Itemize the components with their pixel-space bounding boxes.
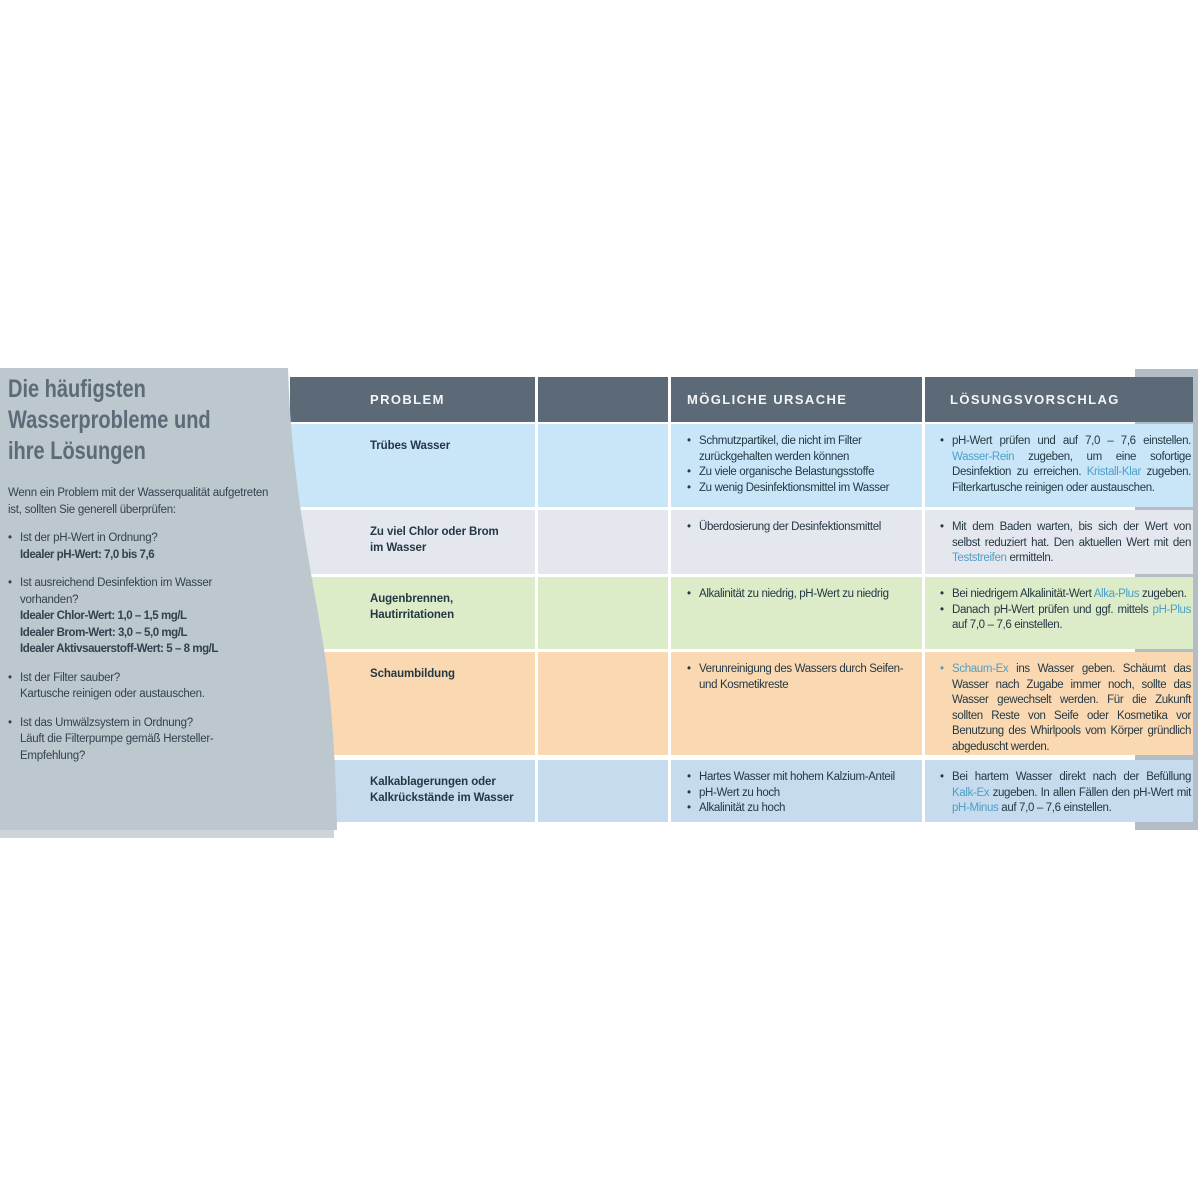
problem-label: Kalkrückstände im Wasser <box>370 792 514 804</box>
illustration-cell <box>538 424 668 507</box>
sidebar-title-line: Wasserprobleme und <box>8 406 211 434</box>
table-row <box>290 424 1193 507</box>
problem-label: Zu viel Chlor oder Brom <box>370 526 499 538</box>
checklist-line: Idealer Chlor-Wert: 1,0 – 1,5 mg/L <box>20 610 187 622</box>
sidebar-title <box>8 374 278 467</box>
table-header-row <box>290 377 1193 422</box>
solution-item <box>940 770 1191 817</box>
problem-label: im Wasser <box>370 542 427 554</box>
checklist-line: Idealer pH-Wert: 7,0 bis 7,6 <box>20 548 155 561</box>
cause-item: • Zu viele organische Belastungsstoffe <box>687 465 914 481</box>
solution-text: zugeben. Filterkartusche reinigen oder austauschen. <box>952 466 1192 494</box>
checklist-line: • Ist der Filter sauber? <box>20 671 120 684</box>
product-name: Alka-Plus <box>1093 588 1140 600</box>
problem-label: Schaumbildung <box>370 668 455 680</box>
illustration-cell <box>538 510 668 574</box>
solution-text: auf 7,0 – 7,6 einstellen. <box>952 619 1063 631</box>
solution-text: pH-Wert prüfen und auf 7,0 – 7,6 einstellen. <box>952 435 1191 447</box>
column-header-cause: MÖGLICHE URSACHE <box>671 377 922 422</box>
cause-cell <box>671 760 922 822</box>
solution-text: Danach pH-Wert prüfen und ggf. mittels <box>952 603 1153 616</box>
solution-cell <box>925 510 1193 574</box>
solution-text: Mit dem Baden warten, bis sich der Wert von selbst reduziert hat. Den aktuellen Wert mit den <box>952 521 1191 549</box>
cause-item: • Überdosierung der Desinfektionsmittel <box>687 520 914 536</box>
cause-item: • Verunreinigung des Wassers durch Seifen- und Kosmetikreste <box>687 662 914 693</box>
illustration-cell <box>538 652 668 755</box>
product-name: Wasser-Rein <box>952 450 1015 463</box>
sidebar-body <box>8 485 270 764</box>
solution-item <box>940 520 1191 567</box>
solution-text: Bei hartem Wasser direkt nach der Befüllung <box>952 771 1191 783</box>
cause-item: • Alkalinität zu hoch <box>687 801 914 817</box>
solution-item <box>940 662 1191 755</box>
solution-text: zugeben, um eine sofortige Desinfektion zu erreichen. <box>952 450 1191 478</box>
checklist-item <box>8 530 270 563</box>
illustration-cell <box>538 577 668 649</box>
column-header-empty <box>538 377 668 422</box>
cause-cell <box>671 510 922 574</box>
column-header-problem: PROBLEM <box>290 377 535 422</box>
solution-cell <box>925 760 1193 822</box>
product-name: pH-Minus <box>952 802 999 814</box>
checklist-line: Kartusche reinigen oder austauschen. <box>20 688 205 700</box>
table-body <box>290 424 1193 822</box>
product-name: Teststreifen <box>952 552 1007 564</box>
checklist-item <box>8 670 270 703</box>
illustration-cell <box>538 760 668 822</box>
checklist-line: Läuft die Filterpumpe gemäß Hersteller-Empfehlung? <box>20 733 214 762</box>
sidebar <box>0 368 345 764</box>
table-row <box>290 760 1193 822</box>
checklist-line: • Ist das Umwälzsystem in Ordnung? <box>20 716 193 729</box>
checklist-line: • Ist der pH-Wert in Ordnung? <box>20 532 158 544</box>
problem-label: Kalkablagerungen oder <box>370 776 496 788</box>
sidebar-title-line: Die häufigsten <box>8 375 146 403</box>
sidebar-shadow <box>0 830 334 838</box>
solution-text: zugeben. <box>1139 588 1187 600</box>
cause-item: • Hartes Wasser mit hohem Kalzium-Anteil <box>687 770 914 786</box>
solution-item <box>940 603 1191 634</box>
sidebar-checklist <box>8 530 270 764</box>
solution-text: auf 7,0 – 7,6 einstellen. <box>998 802 1112 814</box>
checklist-line: Idealer Aktivsauerstoff-Wert: 5 – 8 mg/L <box>20 643 219 655</box>
cause-item: • Alkalinität zu niedrig, pH-Wert zu niedrig <box>687 587 914 603</box>
product-name: Kalk-Ex <box>952 786 990 799</box>
table-row <box>290 652 1193 755</box>
solution-item <box>940 587 1191 603</box>
solution-cell <box>925 577 1193 649</box>
solution-text: ermitteln. <box>1006 552 1054 564</box>
checklist-item <box>8 575 270 658</box>
product-name: Schaum-Ex <box>952 663 1009 675</box>
product-name: pH-Plus <box>1152 603 1191 616</box>
cause-item: • Schmutzpartikel, die nicht im Filter zurückgehalten werden können <box>687 434 914 465</box>
checklist-line: Idealer Brom-Wert: 3,0 – 5,0 mg/L <box>20 626 188 639</box>
water-problems-table <box>290 377 1193 822</box>
solution-text: zugeben. In allen Fällen den pH-Wert mit <box>989 786 1191 799</box>
cause-cell <box>671 577 922 649</box>
solution-item <box>940 434 1191 496</box>
cause-item: • Zu wenig Desinfektionsmittel im Wasser <box>687 481 914 497</box>
product-name: Kristall-Klar <box>1086 466 1141 478</box>
table-row <box>290 510 1193 574</box>
cause-item: • pH-Wert zu hoch <box>687 786 914 802</box>
problem-label: Trübes Wasser <box>370 440 451 452</box>
cause-cell <box>671 424 922 507</box>
solution-text: Bei niedrigem Alkalinität-Wert <box>952 588 1094 600</box>
solution-text: ins Wasser geben. Schäumt das Wasser nach Zugabe immer noch, sollte das Wasser gewechselt werden. Für die Zukunft sollten Reste von Seife oder Kosmetika vor Benutzung des Whirlpools vom Körper gründlich abgeduscht werden. <box>952 663 1191 753</box>
problem-label: Augenbrennen, <box>370 593 454 605</box>
solution-cell <box>925 424 1193 507</box>
checklist-item <box>8 715 270 765</box>
problem-label: Hautirritationen <box>370 609 455 621</box>
cause-cell <box>671 652 922 755</box>
solution-cell <box>925 652 1193 755</box>
table-row <box>290 577 1193 649</box>
checklist-line: • Ist ausreichend Desinfektion im Wasser vorhanden? <box>20 577 213 606</box>
sidebar-intro: Wenn ein Problem mit der Wasserqualität aufgetreten ist, sollten Sie generell überprüfen: <box>8 487 269 516</box>
column-header-solution: LÖSUNGSVORSCHLAG <box>925 377 1193 422</box>
sidebar-title-line: ihre Lösungen <box>8 437 146 465</box>
